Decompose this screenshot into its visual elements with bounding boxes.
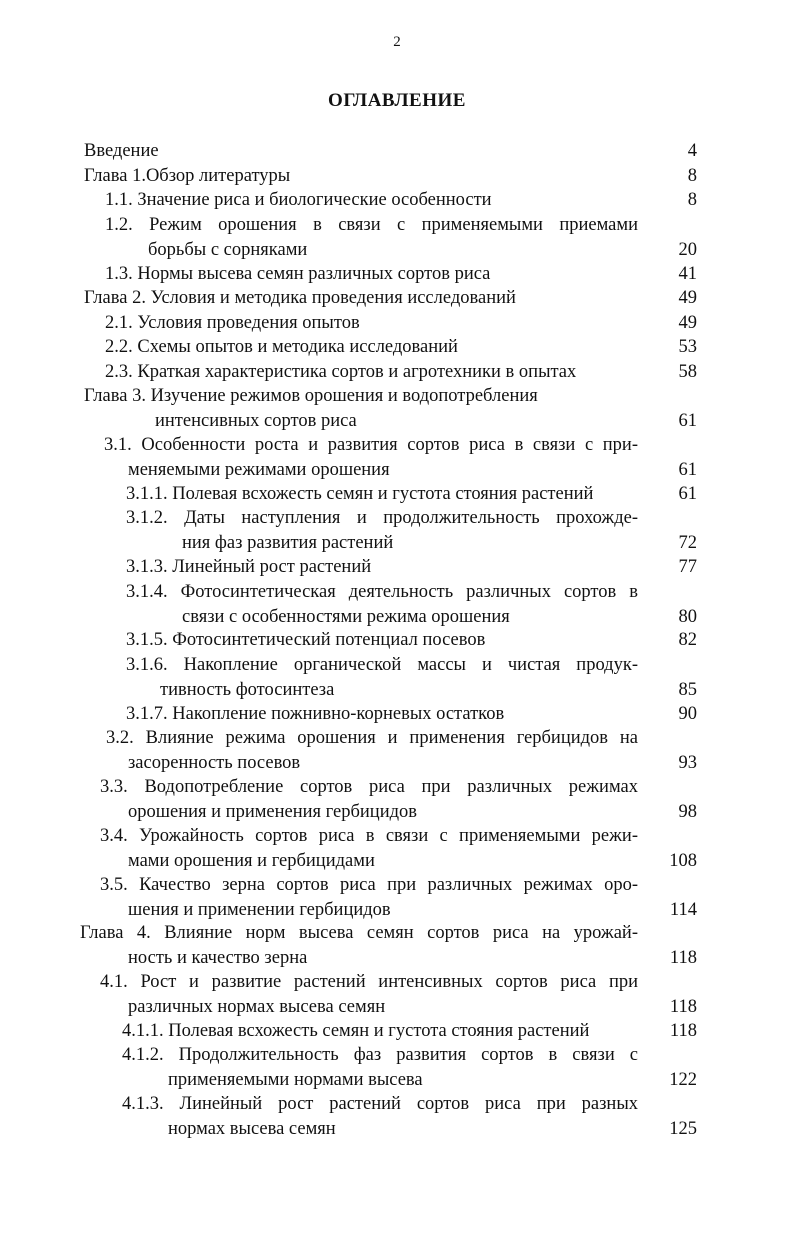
- toc-entry-page-number: 4: [687, 141, 697, 161]
- toc-entry-title-line: 2.1. Условия проведения опытов: [105, 313, 360, 333]
- toc-entry-page-number: 20: [678, 239, 697, 260]
- toc-entry-title-line: 1.3. Нормы высева семян различных сортов риса: [105, 264, 491, 284]
- toc-entry-title-line: ния фаз развития растений: [182, 532, 394, 553]
- toc-entry-page-number: 72: [678, 532, 697, 553]
- toc-entry-page-number: 98: [678, 801, 697, 822]
- toc-entry-page-number: 53: [678, 337, 697, 357]
- toc-entry-page-number: 90: [678, 704, 697, 724]
- toc-entry-page-number: 61: [678, 484, 697, 504]
- toc-entry-title-line: 1.2. Режим орошения в связи с применяемыми приемами: [105, 215, 638, 235]
- toc-entry-page-number: 82: [678, 630, 697, 650]
- toc-entry-page-number: 61: [678, 410, 697, 431]
- toc-entry-title-line: Глава 4. Влияние норм высева семян сортов риса на урожай-: [80, 923, 638, 943]
- toc-entry-page-number: 125: [669, 1118, 697, 1139]
- toc-entry-title-line: 1.1. Значение риса и биологические особенности: [105, 190, 492, 210]
- toc-entry-title-line: Введение: [84, 141, 159, 161]
- toc-entry-title-line: связи с особенностями режима орошения: [182, 606, 510, 627]
- toc-entry-title-line: 3.4. Урожайность сортов риса в связи с применяемыми режи-: [100, 826, 638, 846]
- toc-entry-title-line: 3.1.6. Накопление органической массы и чистая продук-: [126, 655, 638, 675]
- toc-entry-page-number: 41: [678, 264, 697, 284]
- toc-entry-title-line: меняемыми режимами орошения: [128, 459, 390, 480]
- toc-entry-page-number: 118: [669, 1021, 697, 1041]
- toc-entry-page-number: 61: [678, 459, 697, 480]
- toc-entry-title-line: 3.1.5. Фотосинтетический потенциал посевов: [126, 630, 486, 650]
- toc-entry-title-line: применяемыми нормами высева: [168, 1069, 423, 1090]
- toc-entry-page-number: 118: [669, 996, 697, 1017]
- toc-entry-title-line: ность и качество зерна: [128, 947, 308, 968]
- toc-entry-title-line: Глава 1.Обзор литературы: [84, 166, 291, 186]
- toc-entry-page-number: 114: [669, 899, 697, 920]
- toc-entry-title-line: борьбы с сорняками: [148, 239, 308, 260]
- toc-entry-title-line: 3.1.2. Даты наступления и продолжительность прохожде-: [126, 508, 638, 528]
- toc-entry-page-number: 49: [678, 288, 697, 308]
- toc-entry-title-line: нормах высева семян: [168, 1118, 336, 1139]
- toc-entry-page-number: 85: [678, 679, 697, 700]
- toc-entry-title-line: 4.1.3. Линейный рост растений сортов риса при разных: [122, 1094, 638, 1114]
- page-number: 2: [393, 34, 401, 50]
- toc-entry-page-number: 8: [687, 166, 697, 186]
- toc-entry-title-line: интенсивных сортов риса: [155, 410, 357, 431]
- toc-entry-title-line: 4.1.2. Продолжительность фаз развития сортов в связи с: [122, 1045, 638, 1065]
- toc-entry-title-line: шения и применении гербицидов: [128, 899, 391, 920]
- toc-entry-title-line: различных нормах высева семян: [128, 996, 386, 1017]
- toc-entry-title-line: засоренность посевов: [128, 752, 301, 773]
- toc-entry-page-number: 108: [669, 850, 697, 871]
- toc-entry-page-number: 118: [669, 947, 697, 968]
- toc-entry-page-number: 49: [678, 313, 697, 333]
- toc-entry-page-number: 93: [678, 752, 697, 773]
- toc-entry-title-line: 3.2. Влияние режима орошения и применения гербицидов на: [106, 728, 638, 748]
- toc-entry-page-number: 58: [678, 362, 697, 382]
- toc-entry-title-line: 4.1.1. Полевая всхожесть семян и густота стояния растений: [122, 1021, 590, 1041]
- toc-entry-title-line: мами орошения и гербицидами: [128, 850, 375, 871]
- toc-entry-title-line: 2.3. Краткая характеристика сортов и агротехники в опытах: [105, 362, 577, 382]
- toc-entry-title-line: 3.1.3. Линейный рост растений: [126, 557, 372, 577]
- toc-entry-title-line: 3.1.1. Полевая всхожесть семян и густота стояния растений: [126, 484, 594, 504]
- toc-entry-title-line: 3.1.4. Фотосинтетическая деятельность различных сортов в: [126, 582, 638, 602]
- toc-entry-title-line: 4.1. Рост и развитие растений интенсивных сортов риса при: [100, 972, 638, 992]
- toc-entry-title-line: 3.3. Водопотребление сортов риса при различных режимах: [100, 777, 638, 797]
- toc-entry-title-line: Глава 3. Изучение режимов орошения и водопотребления: [84, 386, 538, 406]
- toc-entry-title-line: 2.2. Схемы опытов и методика исследований: [105, 337, 458, 357]
- toc-entry-page-number: 80: [678, 606, 697, 627]
- toc-entry-page-number: 8: [687, 190, 697, 210]
- toc-entry-title-line: Глава 2. Условия и методика проведения исследований: [84, 288, 516, 308]
- page-title: ОГЛАВЛЕНИЕ: [328, 90, 466, 111]
- toc-entry-page-number: 122: [669, 1069, 697, 1090]
- toc-entry-title-line: тивность фотосинтеза: [160, 679, 335, 700]
- toc-entry-title-line: 3.1.7. Накопление пожнивно-корневых остатков: [126, 704, 505, 724]
- toc-entry-page-number: 77: [678, 557, 697, 577]
- toc-entry-title-line: 3.1. Особенности роста и развития сортов риса в связи с при-: [104, 435, 638, 455]
- toc-entry-title-line: 3.5. Качество зерна сортов риса при различных режимах оро-: [100, 875, 638, 895]
- toc-entry-title-line: орошения и применения гербицидов: [128, 801, 417, 822]
